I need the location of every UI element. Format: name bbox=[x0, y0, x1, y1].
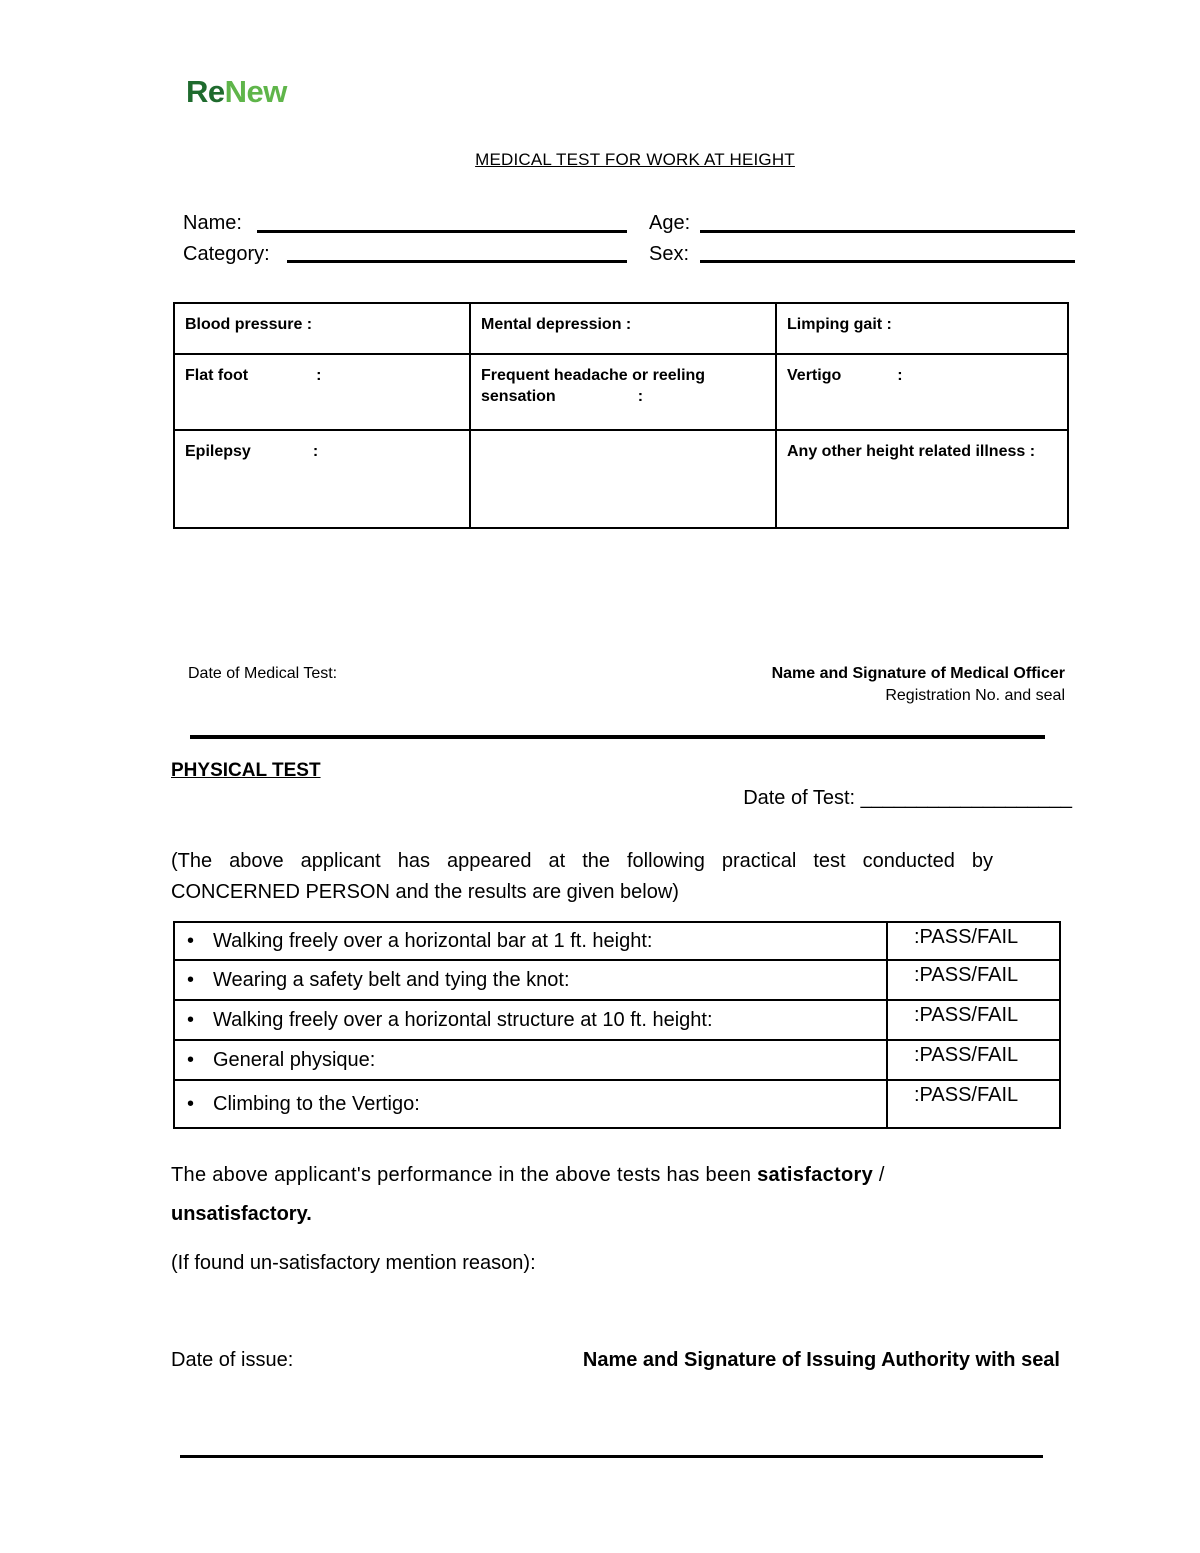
cell-vertigo[interactable] bbox=[776, 354, 1068, 430]
category-label: Category: bbox=[183, 243, 270, 265]
bullet: • bbox=[187, 969, 195, 991]
cell-blood-pressure[interactable]: Blood pressure : bbox=[174, 303, 470, 354]
table-row bbox=[174, 1000, 1060, 1040]
table-row bbox=[174, 960, 1060, 1000]
renew-logo bbox=[186, 72, 287, 112]
page-title: MEDICAL TEST FOR WORK AT HEIGHT bbox=[475, 150, 795, 169]
table-row bbox=[174, 1040, 1060, 1080]
flat-foot-colon: : bbox=[316, 367, 322, 384]
sex-field[interactable] bbox=[700, 260, 1075, 263]
bullet: • bbox=[187, 1049, 195, 1071]
test-label: Wearing a safety belt and tying the knot: bbox=[213, 969, 570, 991]
sensation-label: sensation bbox=[481, 388, 556, 405]
test-label: Walking freely over a horizontal structure at 10 ft. height: bbox=[213, 1009, 713, 1031]
epilepsy-colon: : bbox=[312, 443, 319, 460]
bullet: • bbox=[187, 1093, 195, 1115]
test-item bbox=[174, 960, 887, 1000]
test-item bbox=[174, 922, 887, 960]
option-slash: / bbox=[878, 1164, 885, 1186]
test-item bbox=[174, 1040, 887, 1080]
medical-conditions-table bbox=[173, 302, 1069, 529]
test-label: General physique: bbox=[213, 1049, 376, 1071]
intro-line-2: CONCERNED PERSON and the results are given below) bbox=[171, 881, 679, 903]
epilepsy-label: Epilepsy bbox=[185, 443, 251, 460]
table-row bbox=[174, 1080, 1060, 1128]
physical-test-table bbox=[173, 921, 1061, 1129]
unsatisfactory-option[interactable]: unsatisfactory. bbox=[171, 1203, 312, 1225]
table-row bbox=[174, 922, 1060, 960]
bullet: • bbox=[187, 1009, 195, 1031]
frequent-headache-label: Frequent headache or reeling bbox=[481, 367, 706, 384]
registration-seal-label: Registration No. and seal bbox=[885, 687, 1065, 704]
test-result[interactable]: :PASS/FAIL bbox=[887, 1000, 1060, 1040]
issuing-authority-label: Name and Signature of Issuing Authority with seal bbox=[582, 1349, 1060, 1371]
name-field[interactable] bbox=[257, 230, 627, 233]
name-label: Name: bbox=[183, 212, 242, 234]
medical-officer-label: Name and Signature of Medical Officer bbox=[771, 665, 1065, 682]
date-of-medical-test-label: Date of Medical Test: bbox=[188, 665, 338, 682]
test-result[interactable]: :PASS/FAIL bbox=[887, 960, 1060, 1000]
cell-other-illness[interactable]: Any other height related illness : bbox=[776, 430, 1068, 528]
flat-foot-label: Flat foot bbox=[185, 367, 249, 384]
category-field[interactable] bbox=[287, 260, 627, 263]
reason-label: (If found un-satisfactory mention reason): bbox=[171, 1252, 536, 1274]
satisfactory-option[interactable]: satisfactory bbox=[757, 1164, 874, 1186]
conclusion-text: The above applicant's performance in the above tests has been bbox=[171, 1164, 752, 1186]
cell-flat-foot[interactable] bbox=[174, 354, 470, 430]
headache-colon: : bbox=[637, 388, 644, 405]
age-label: Age: bbox=[649, 212, 691, 234]
vertigo-colon: : bbox=[897, 367, 903, 384]
test-result[interactable]: :PASS/FAIL bbox=[887, 1040, 1060, 1080]
test-result[interactable]: :PASS/FAIL bbox=[887, 922, 1060, 960]
test-item bbox=[174, 1000, 887, 1040]
bullet: • bbox=[187, 930, 195, 952]
intro-line-1: (The above applicant has appeared at the following practical test conducted by bbox=[171, 850, 993, 872]
age-field[interactable] bbox=[700, 230, 1075, 233]
cell-empty bbox=[470, 430, 776, 528]
cell-mental-depression[interactable]: Mental depression : bbox=[470, 303, 776, 354]
physical-test-heading: PHYSICAL TEST bbox=[171, 760, 321, 781]
test-label: Climbing to the Vertigo: bbox=[213, 1093, 420, 1115]
cell-frequent-headache[interactable] bbox=[470, 354, 776, 430]
logo-part1: Re bbox=[186, 74, 225, 109]
test-label: Walking freely over a horizontal bar at 1 ft. height: bbox=[213, 930, 653, 952]
test-result[interactable]: :PASS/FAIL bbox=[887, 1080, 1060, 1128]
cell-epilepsy[interactable] bbox=[174, 430, 470, 528]
conclusion-line bbox=[171, 1164, 993, 1187]
vertigo-label: Vertigo bbox=[787, 367, 842, 384]
section-divider bbox=[190, 735, 1045, 739]
cell-limping-gait[interactable]: Limping gait : bbox=[776, 303, 1068, 354]
test-item bbox=[174, 1080, 887, 1128]
date-of-test[interactable]: Date of Test: ___________________ bbox=[743, 787, 1072, 809]
sex-label: Sex: bbox=[649, 243, 690, 265]
logo-part2: New bbox=[224, 74, 287, 109]
date-of-issue-label: Date of issue: bbox=[171, 1349, 294, 1371]
bottom-signature-line bbox=[180, 1455, 1043, 1458]
